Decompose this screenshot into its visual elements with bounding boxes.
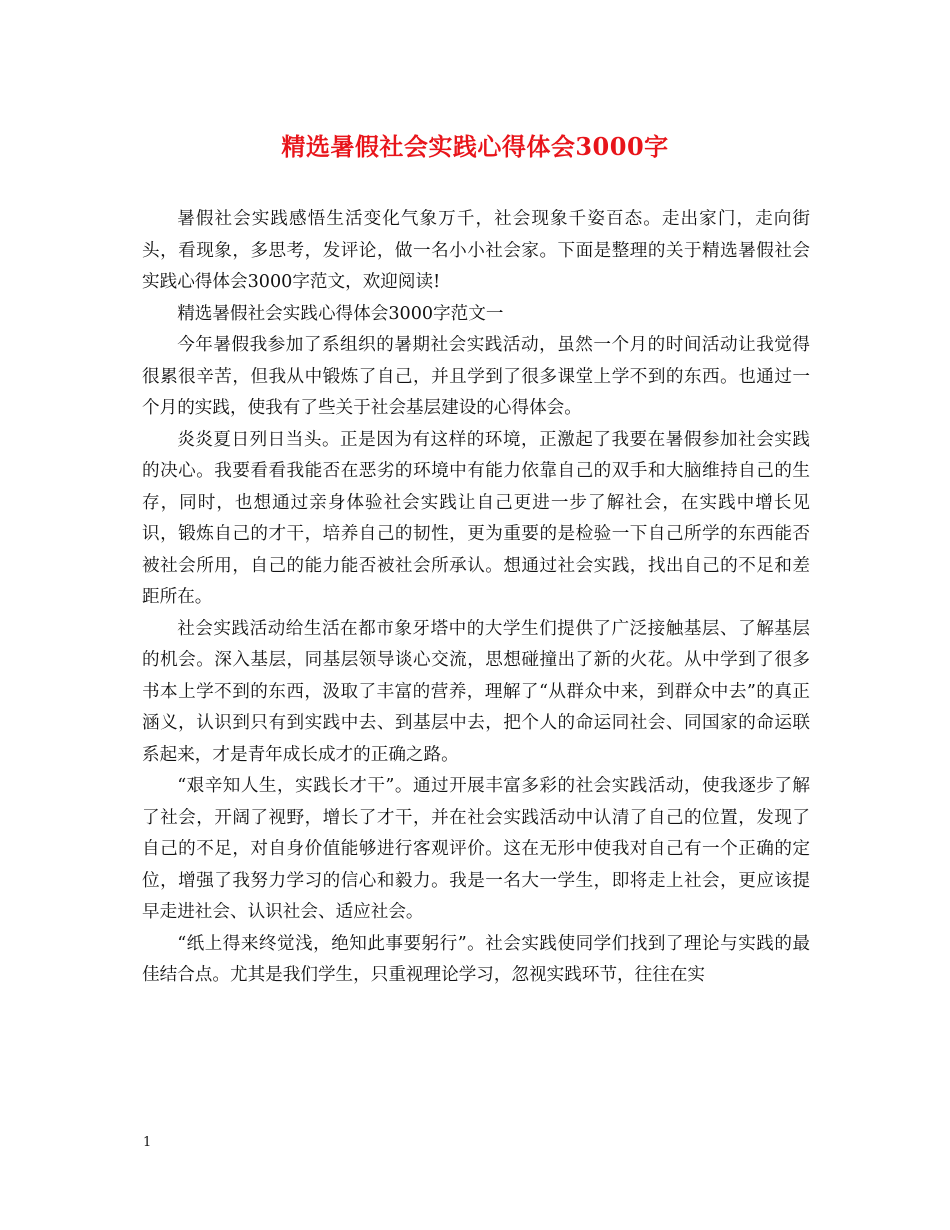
intro-paragraph: 暑假社会实践感悟生活变化气象万千，社会现象千姿百态。走出家门，走向街头，看现象，多思考，发评论，做一名小小社会家。下面是整理的关于精选暑假社会实践心得体会3000字范文，欢迎阅读!: [142, 209, 810, 292]
document-body: [142, 204, 810, 992]
body-paragraph: “纸上得来终觉浅，绝知此事要躬行”。社会实践使同学们找到了理论与实践的最佳结合点。尤其是我们学生，只重视理论学习，忽视实践环节，往往在实: [142, 933, 810, 985]
body-paragraph: 今年暑假我参加了系组织的暑期社会实践活动，虽然一个月的时间活动让我觉得很累很辛苦，但我从中锻炼了自己，并且学到了很多课堂上学不到的东西。也通过一个月的实践，使我有了些关于社会基层建设的心得体会。: [142, 335, 810, 418]
body-paragraph: 社会实践活动给生活在都市象牙塔中的大学生们提供了广泛接触基层、了解基层的机会。深入基层，同基层领导谈心交流，思想碰撞出了新的火花。从中学到了很多书本上学不到的东西，汲取了丰富的营养，理解了“从群众中来，到群众中去”的真正涵义，认识到只有到实践中去、到基层中去，把个人的命运同社会、同国家的命运联系起来，才是青年成长成才的正确之路。: [142, 618, 810, 765]
body-paragraph: “艰辛知人生，实践长才干”。通过开展丰富多彩的社会实践活动，使我逐步了解了社会，开阔了视野，增长了才干，并在社会实践活动中认清了自己的位置，发现了自己的不足，对自身价值能够进行客观评价。这在无形中使我对自己有一个正确的定位，增强了我努力学习的信心和毅力。我是一名大一学生，即将走上社会，更应该提早走进社会、认识社会、适应社会。: [142, 776, 810, 922]
page-number: 1: [143, 1135, 152, 1150]
body-paragraph: 炎炎夏日列日当头。正是因为有这样的环境，正激起了我要在暑假参加社会实践的决心。我要看看我能否在恶劣的环境中有能力依靠自己的双手和大脑维持自己的生存，同时，也想通过亲身体验社会实践让自己更进一步了解社会，在实践中增长见识，锻炼自己的才干，培养自己的韧性，更为重要的是检验一下自己所学的东西能否被社会所用，自己的能力能否被社会所承认。想通过社会实践，找出自己的不足和差距所在。: [142, 429, 810, 607]
document-title: 精选暑假社会实践心得体会3000字: [281, 132, 669, 161]
section-heading: 精选暑假社会实践心得体会3000字范文一: [177, 303, 504, 324]
